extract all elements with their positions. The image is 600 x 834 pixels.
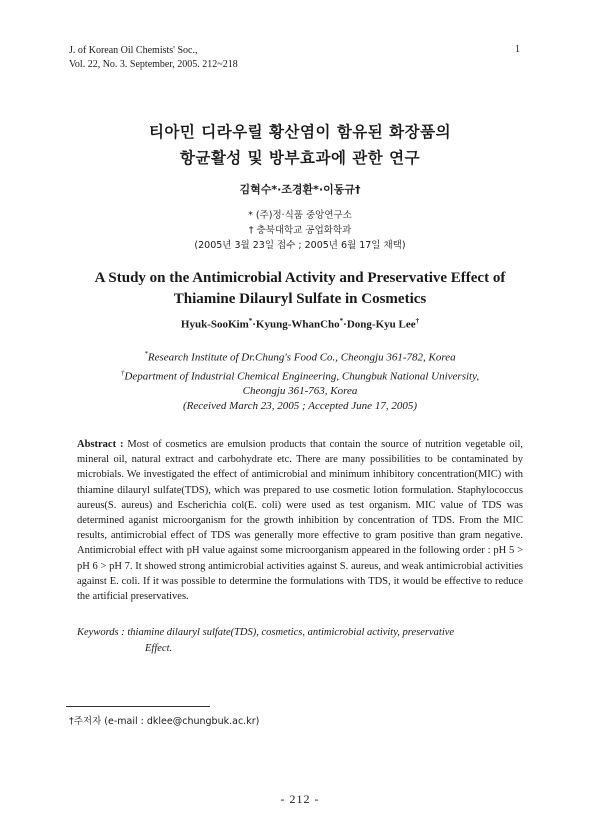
affil-2-mark: † <box>120 368 125 377</box>
corresponding-author-footnote: †주저자 (e-mail : dklee@chungbuk.ac.kr) <box>69 716 260 727</box>
author-kim: Hyuk-SooKim <box>180 318 249 331</box>
abstract <box>77 437 523 604</box>
affil-1-mark: * <box>144 350 148 358</box>
footnote-divider <box>66 706 210 707</box>
author-cho-mark: * <box>339 317 344 325</box>
korean-title-line-2: 항균활성 및 방부효과에 관한 연구 <box>179 149 421 167</box>
journal-line-2: Vol. 22, No. 3. September, 2005. 212~218 <box>69 58 238 70</box>
korean-affiliation-1: * (주)정·식품 중앙연구소 <box>248 210 352 221</box>
journal-line-1: J. of Korean Oil Chemists' Soc., <box>69 45 198 56</box>
english-affiliation-3: Cheongju 361-763, Korea <box>242 385 358 398</box>
header-page-number: 1 <box>515 44 520 55</box>
english-affiliations <box>60 347 540 414</box>
journal-header <box>69 44 238 71</box>
abstract-text: Most of cosmetics are emulsion products that contain the source of nutrition vegetable oil, mineral oil, natural extract and carbohydrate etc. There are many possibilities to be contaminated by microbials. We investigated the effect of antimicrobial and minimum inhibitory concentration(MIC) with thiamine dilauryl sulfate(TDS), which was prepared to use cosmetic lotion formulation. Staphylococcus aureus(S. aureus) and Escherichia col(E. coli) were used as test organism. MIC value of TDS was determined aganist microorganism for the growth inhibition by concentration of TDS. From the MIC results, antimicrobial effect of TDS was generally more effective to gram positive than gram negative. Antimicrobial effect with pH value against some microorganism appeared in the following order : pH 5 > pH 6 > pH 7. It showed strong antimicrobial activities against S. aureus, and weak antimicrobial activities against E. coli. If it was possible to determine the formulations with TDS, it would be effective to reduce the artificial preservatives. <box>77 439 523 603</box>
korean-authors: 김혁수*·조경환*·이동규† <box>239 183 361 196</box>
english-title-line-2: Thiamine Dilauryl Sulfate in Cosmetics <box>173 291 427 307</box>
footer-page-number: - 212 - <box>280 792 320 806</box>
english-received-dates: (Received March 23, 2005 ; Accepted June 17, 2005) <box>183 400 417 413</box>
keywords-line-1: thiamine dilauryl sulfate(TDS), cosmetics, antimicrobial activity, preservative <box>127 627 455 638</box>
english-affiliation-1: *Research Institute of Dr.Chung's Food Co., Cheongju 361-782, Korea <box>144 350 456 364</box>
korean-title-line-1: 티아민 디라우릴 황산염이 함유된 화장품의 <box>148 123 452 141</box>
keywords-label: Keywords : <box>77 627 125 638</box>
korean-received-dates: (2005년 3월 23일 접수 ; 2005년 6월 17일 채택) <box>194 240 406 251</box>
author-cho: ·Kyung-WhanCho <box>252 318 340 331</box>
english-affiliation-2: †Department of Industrial Chemical Engineering, Chungbuk National University, <box>120 368 480 383</box>
keywords-line-2: Effect. <box>145 642 173 654</box>
author-kim-mark: * <box>248 317 253 325</box>
author-lee-mark: † <box>415 317 420 325</box>
author-lee: ·Dong-Kyu Lee <box>343 318 416 331</box>
english-title-line-1: A Study on the Antimicrobial Activity and Preservative Effect of <box>94 270 506 286</box>
keywords <box>77 625 523 656</box>
korean-affiliation-2: † 충북대학교 공업화학과 <box>248 225 352 236</box>
english-authors <box>0 317 600 331</box>
abstract-label: Abstract : <box>77 439 124 450</box>
